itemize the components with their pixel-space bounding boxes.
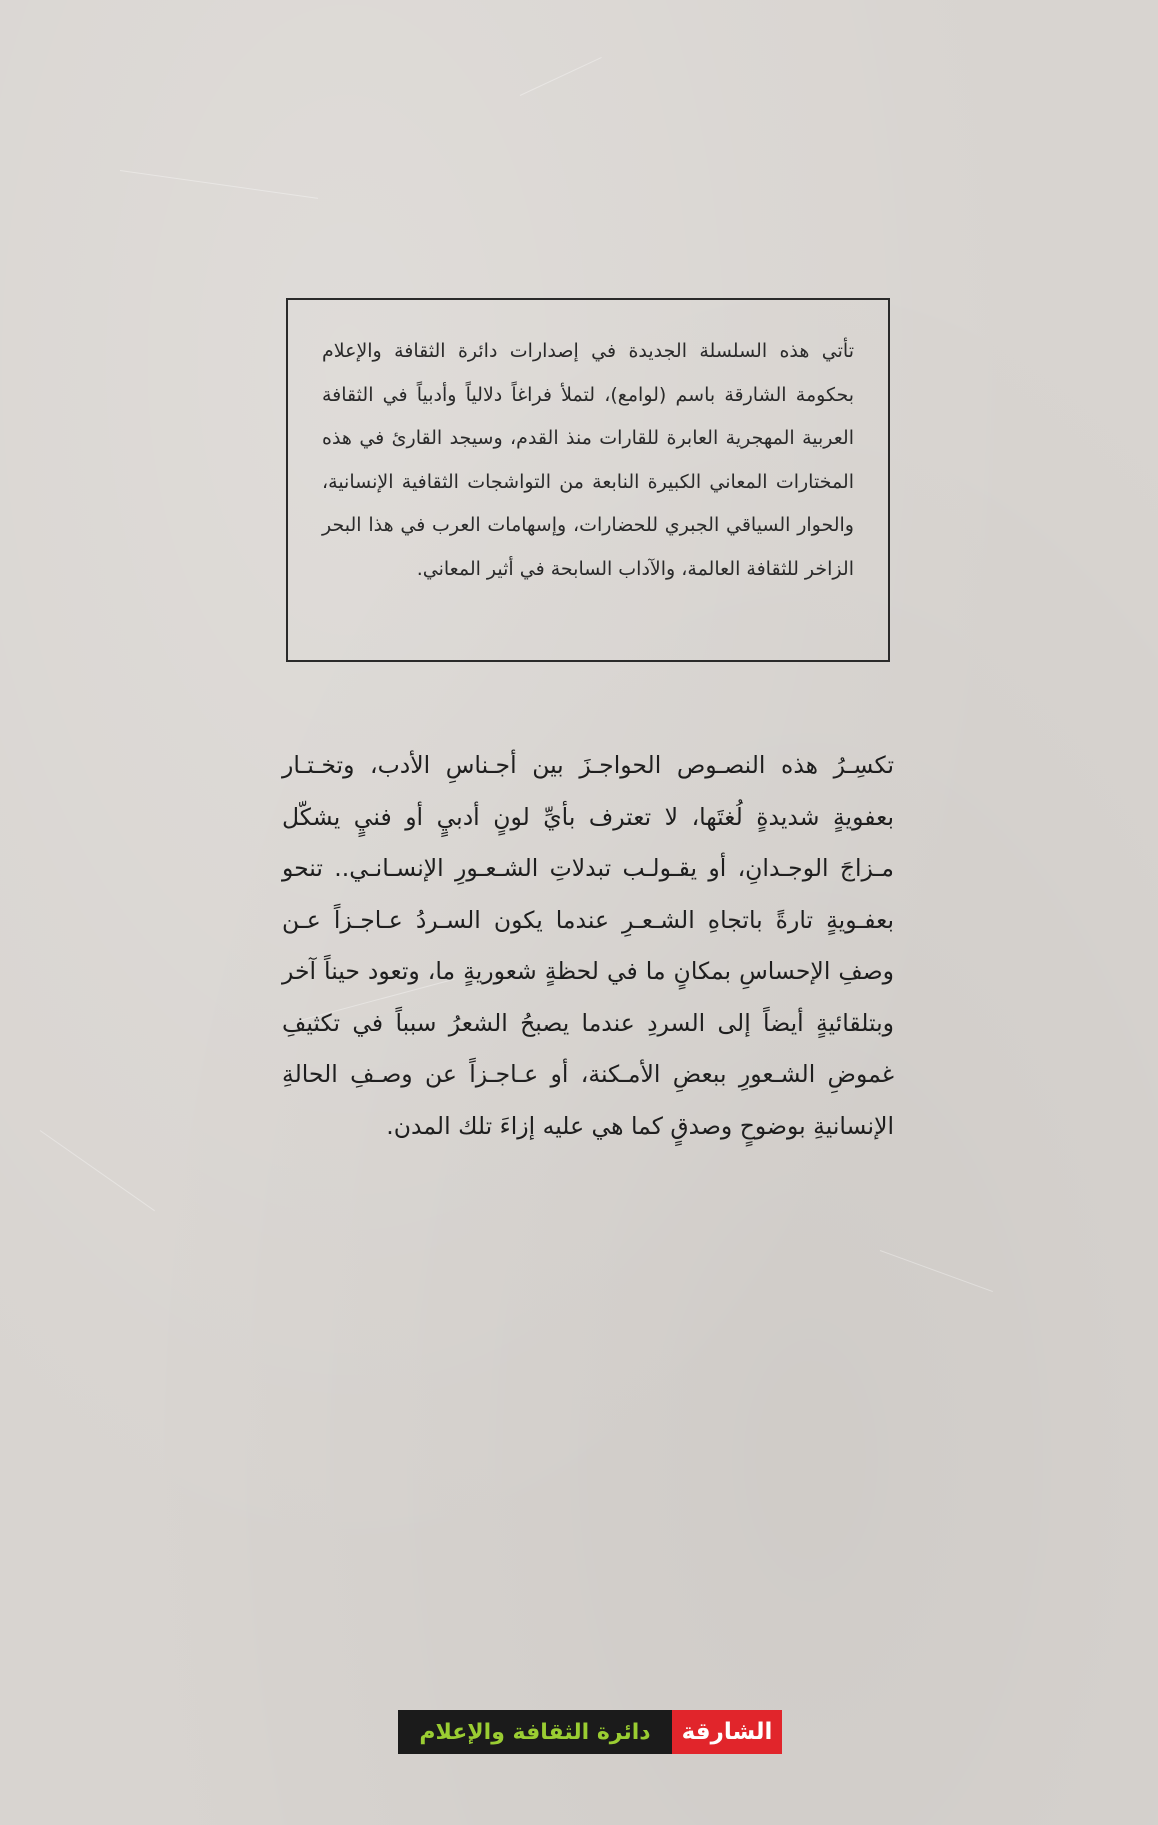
surface-scuff xyxy=(880,1250,993,1292)
publisher-department-label: دائرة الثقافة والإعلام xyxy=(398,1710,672,1754)
publisher-city-label: الشارقة xyxy=(672,1710,782,1754)
book-blurb: تكسِـرُ هذه النصـوص الحواجـزَ بين أجـناسِ الأدب، وتخـتـار بعفويةٍ شديدةٍ لُغتَها، لا تعترف بأيِّ لونٍ أدبيٍ أو فنيٍ يشكّل مـزاجَ الوجـدانِ، أو يقـولـب تبدلاتِ الشـعـورِ الإنسـانـي.. تنحو بعفـويةٍ تارةً باتجاهِ الشـعـرِ عندما يكون السـردُ عـاجـزاً عـن وصفِ الإحساسِ بمكانٍ ما في لحظةٍ شعوريةٍ ما، وتعود حيناً آخر وبتلقائيةٍ أيضاً إلى السردِ عندما يصبحُ الشعرُ سبباً في تكثيفِ غموضِ الشـعورِ ببعضِ الأمـكنة، أو عـاجـزاً عن وصـفِ الحالةِ الإنسانيةِ بوضوحٍ وصدقٍ كما هي عليه إزاءَ تلك المدن. xyxy=(282,751,894,1140)
surface-scuff xyxy=(120,170,318,199)
series-intro-text: تأتي هذه السلسلة الجديدة في إصدارات دائرة الثقافة والإعلام بحكومة الشارقة باسم (لوامع)، لتملأ فراغاً دلالياً وأدبياً في الثقافة العربية المهجرية العابرة للقارات منذ القدم، وسيجد القارئ في هذه المختارات المعاني الكبيرة النابعة من التواشجات الثقافية الإنسانية، والحوار السياقي الجبري للحضارات، وإسهامات العرب في هذا البحر الزاخر للثقافة العالمة، والآداب السابحة في أثير المعاني. xyxy=(322,340,854,580)
series-intro-box xyxy=(286,298,890,662)
surface-scuff xyxy=(520,57,602,96)
publisher-logo xyxy=(398,1710,782,1754)
surface-scuff xyxy=(40,1130,155,1211)
